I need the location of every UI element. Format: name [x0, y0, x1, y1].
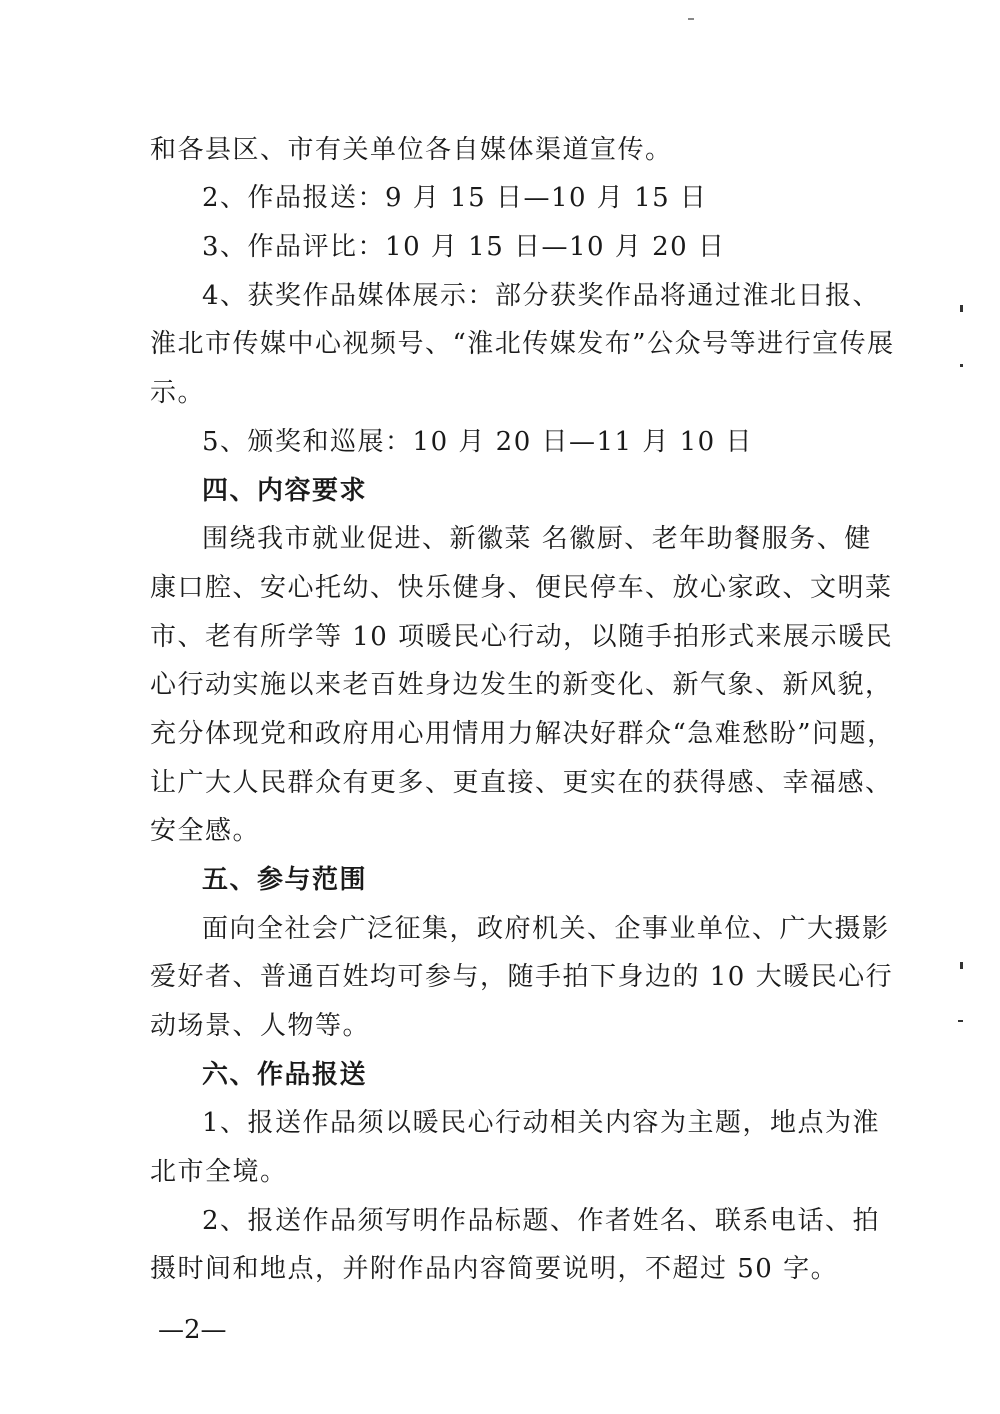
text-line: 爱好者、普通百姓均可参与，随手拍下身边的 10 大暖民心行: [150, 962, 894, 992]
scan-mark: [688, 18, 694, 20]
text-line: 4、获奖作品媒体展示：部分获奖作品将通过淮北日报、: [202, 281, 881, 311]
page-number: —2—: [158, 1315, 227, 1345]
section-heading: 五、参与范围: [202, 865, 368, 895]
text-line: 心行动实施以来老百姓身边发生的新变化、新气象、新风貌，: [150, 670, 893, 700]
text-line: 充分体现党和政府用心用情用力解决好群众“急难愁盼”问题，: [150, 719, 895, 749]
text-line: 围绕我市就业促进、新徽菜 名徽厨、老年助餐服务、健: [202, 524, 872, 554]
scan-mark: [960, 364, 963, 367]
text-line: 示。: [150, 378, 206, 408]
text-line: 3、作品评比：10 月 15 日—10 月 20 日: [202, 232, 726, 262]
text-line: 让广大人民群众有更多、更直接、更实在的获得感、幸福感、: [150, 768, 893, 798]
text-line: 市、老有所学等 10 项暖民心行动，以随手拍形式来展示暖民: [150, 622, 894, 652]
text-line: 北市全境。: [150, 1157, 288, 1187]
text-line: 1、报送作品须以暖民心行动相关内容为主题，地点为淮: [202, 1108, 881, 1138]
text-line: 2、作品报送：9 月 15 日—10 月 15 日: [202, 183, 708, 213]
text-line: 摄时间和地点，并附作品内容简要说明，不超过 50 字。: [150, 1254, 839, 1284]
scan-mark: [960, 962, 963, 969]
text-line: 5、颁奖和巡展：10 月 20 日—11 月 10 日: [202, 427, 753, 457]
text-line: 2、报送作品须写明作品标题、作者姓名、联系电话、拍: [202, 1206, 881, 1236]
scan-mark: [960, 305, 963, 312]
text-line: 安全感。: [150, 816, 261, 846]
section-heading: 四、内容要求: [202, 476, 368, 506]
text-line: 动场景、人物等。: [150, 1011, 371, 1041]
text-line: 和各县区、市有关单位各自媒体渠道宣传。: [150, 135, 673, 165]
scan-mark: [958, 1020, 963, 1022]
text-line: 康口腔、安心托幼、快乐健身、便民停车、放心家政、文明菜: [150, 573, 893, 603]
section-heading: 六、作品报送: [202, 1060, 368, 1090]
text-line: 面向全社会广泛征集，政府机关、企事业单位、广大摄影: [202, 914, 890, 944]
text-line: 淮北市传媒中心视频号、“淮北传媒发布”公众号等进行宣传展: [150, 329, 895, 359]
